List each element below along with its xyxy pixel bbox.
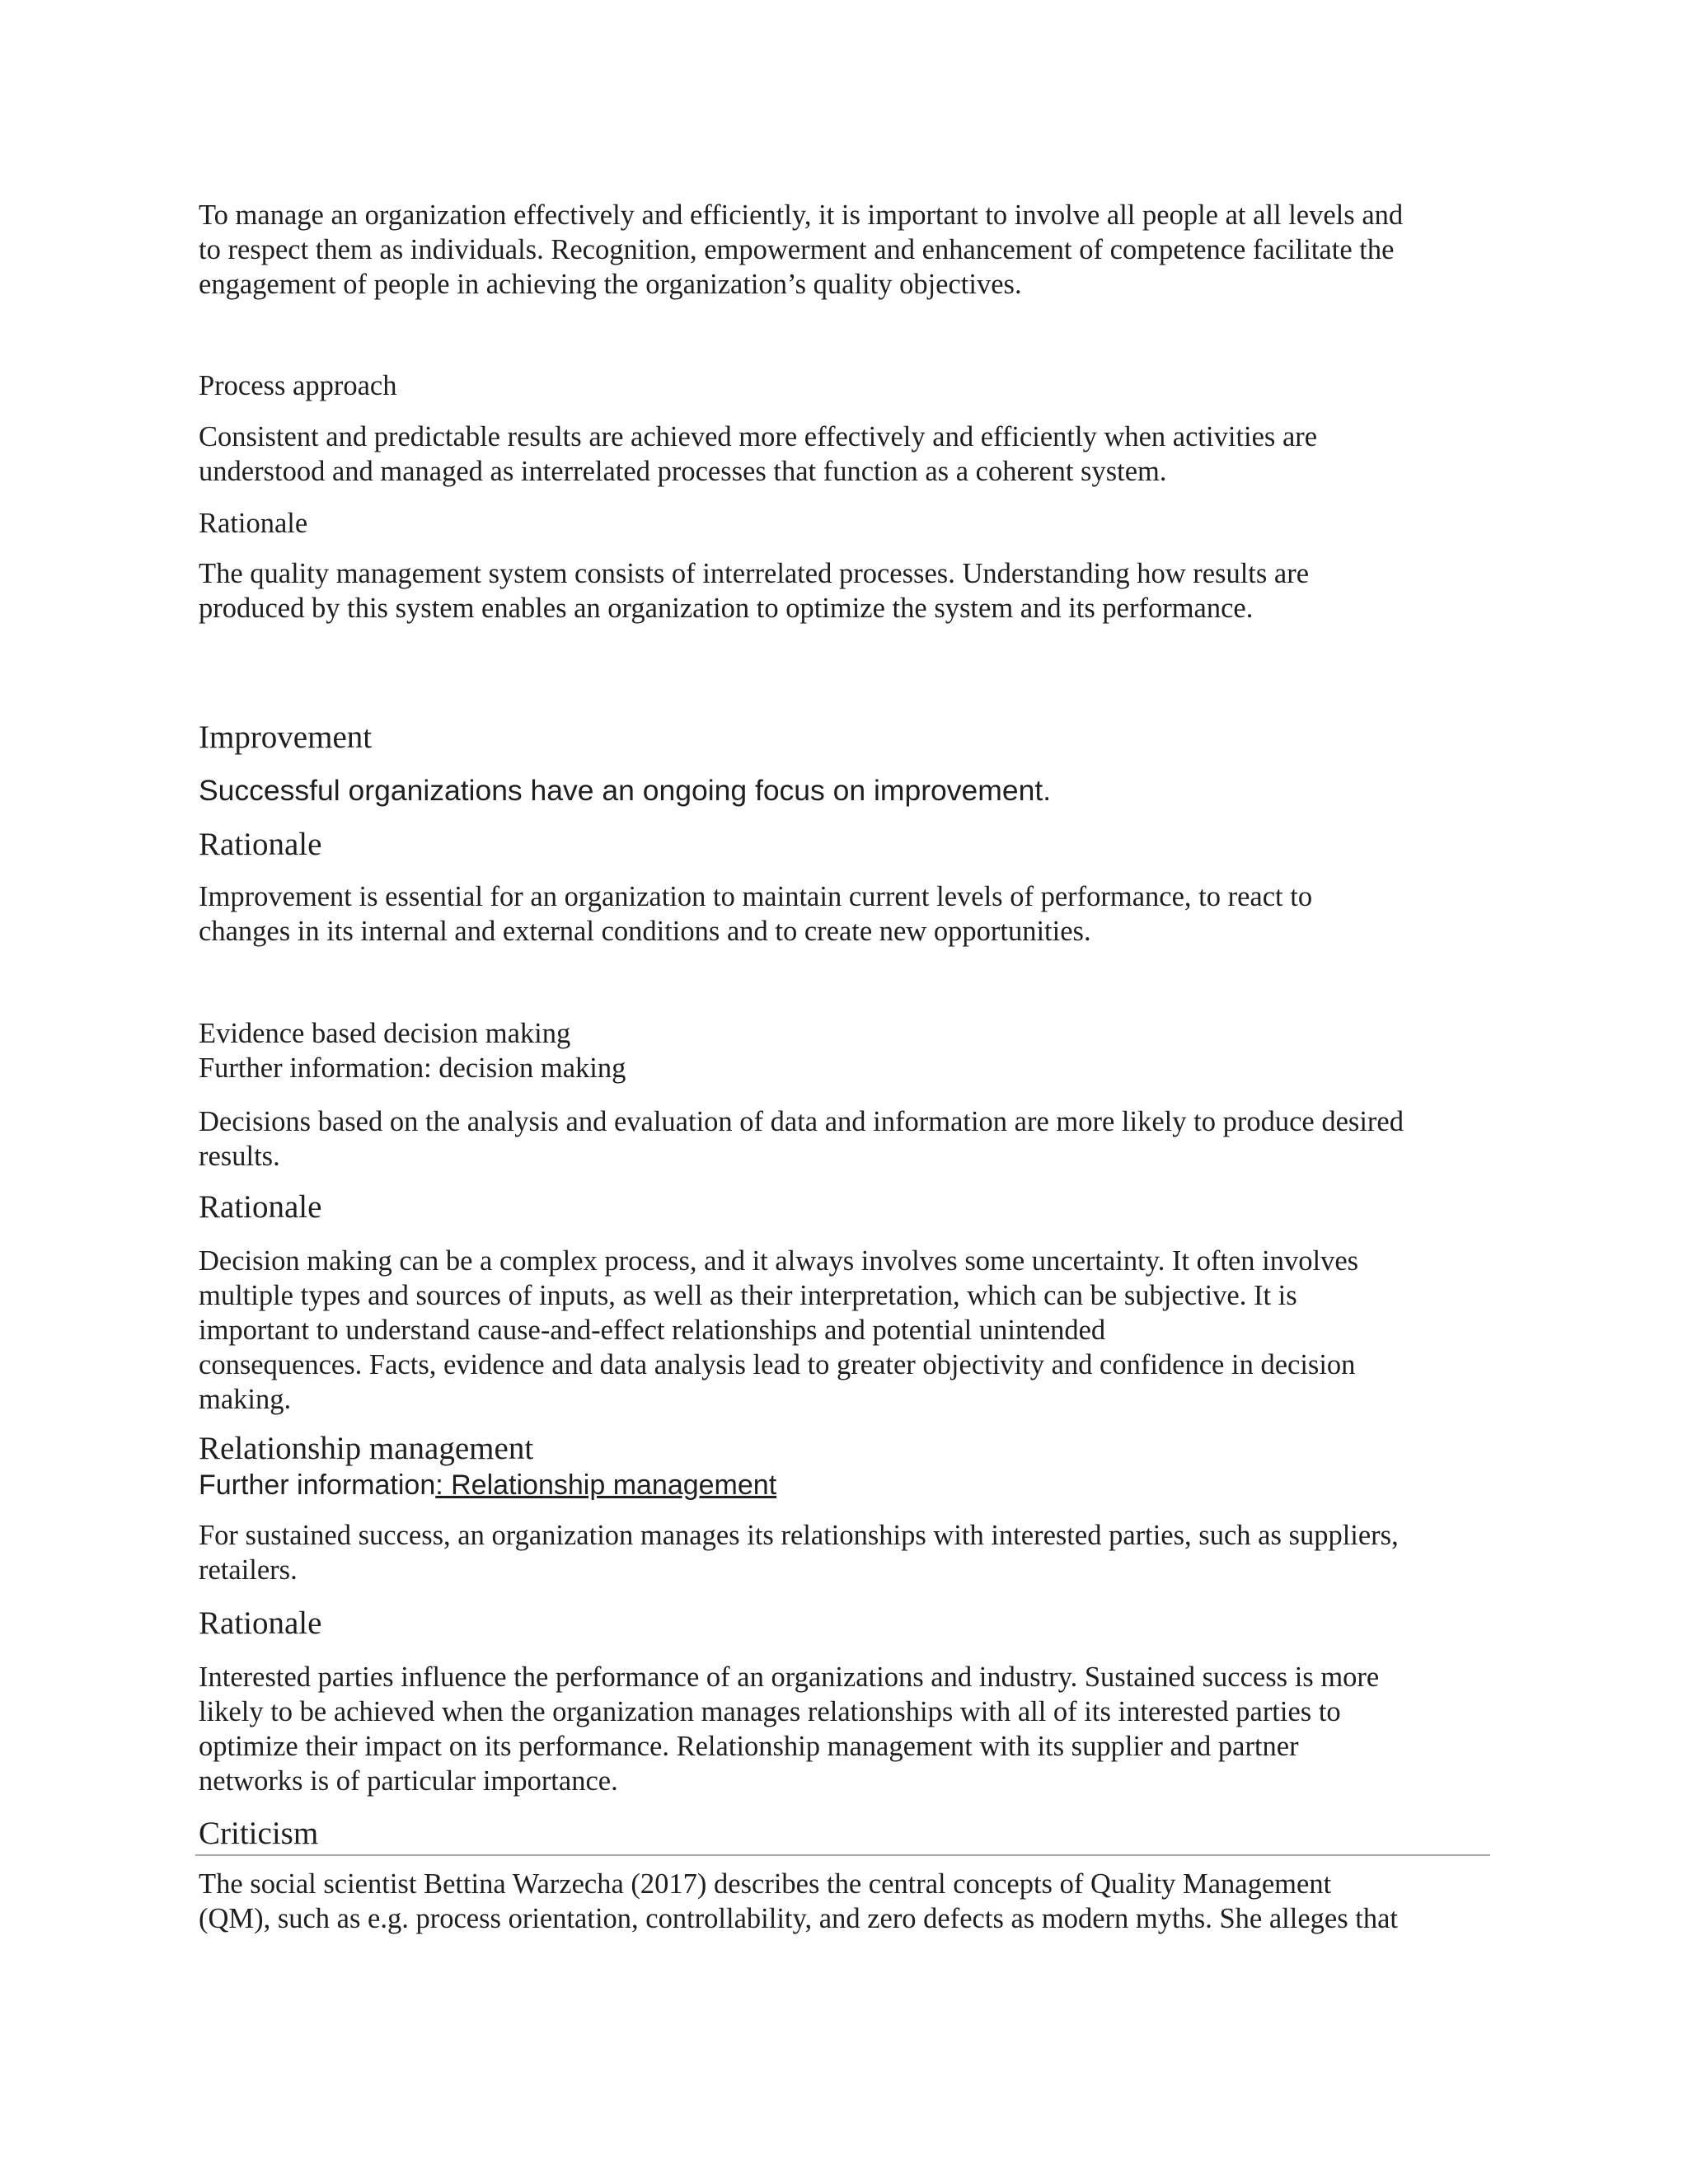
text-line: Decision making can be a complex process, and it always involves some uncertainty. It often involves	[199, 1245, 1359, 1277]
text-line: Interested parties influence the performance of an organizations and industry. Sustained success is more	[199, 1661, 1380, 1693]
text-line: Decisions based on the analysis and evaluation of data and information are more likely to produce desired	[199, 1106, 1404, 1137]
text-line: The social scientist Bettina Warzecha (2017) describes the central concepts of Quality Management	[199, 1868, 1332, 1900]
relationship-further-info	[199, 1469, 776, 1502]
relationship-heading: Relationship management	[199, 1431, 534, 1466]
process-rationale-label: Rationale	[199, 508, 308, 539]
relationship-management-link[interactable]: : Relationship management	[435, 1469, 777, 1501]
evidence-heading: Evidence based decision making	[199, 1018, 571, 1049]
text-line: optimize their impact on its performance. Relationship management with its supplier and partner	[199, 1731, 1299, 1762]
intro-paragraph	[199, 198, 1501, 302]
process-rationale-text	[199, 556, 1501, 626]
text-line: networks is of particular importance.	[199, 1765, 618, 1797]
text-line: retailers.	[199, 1554, 298, 1586]
text-line: produced by this system enables an organization to optimize the system and its performance.	[199, 593, 1254, 624]
improvement-statement: Successful organizations have an ongoing focus on improvement.	[199, 774, 1052, 807]
improvement-rationale-text	[199, 879, 1501, 949]
further-info-prefix: Further information	[199, 1469, 436, 1501]
improvement-heading: Improvement	[199, 719, 373, 755]
process-approach-heading: Process approach	[199, 370, 397, 401]
relationship-rationale-text	[199, 1660, 1501, 1798]
text-line: For sustained success, an organization manages its relationships with interested parties, such as suppliers,	[199, 1520, 1399, 1551]
text-line: Consistent and predictable results are achieved more effectively and efficiently when activities are	[199, 421, 1318, 452]
text-line: to respect them as individuals. Recognition, empowerment and enhancement of competence facilitate the	[199, 234, 1395, 265]
text-line: important to understand cause-and-effect relationships and potential unintended	[199, 1315, 1106, 1346]
text-line: To manage an organization effectively and efficiently, it is important to involve all people at all levels and	[199, 199, 1404, 231]
criticism-heading: Criticism	[199, 1816, 319, 1851]
relationship-rationale-label: Rationale	[199, 1605, 322, 1641]
relationship-statement	[199, 1518, 1501, 1587]
text-line: consequences. Facts, evidence and data analysis lead to greater objectivity and confidence in decision	[199, 1349, 1356, 1380]
text-line: Improvement is essential for an organization to maintain current levels of performance, to react to	[199, 881, 1313, 912]
text-line: The quality management system consists of interrelated processes. Understanding how results are	[199, 558, 1310, 589]
text-line: understood and managed as interrelated processes that function as a coherent system.	[199, 456, 1167, 487]
evidence-rationale-label: Rationale	[199, 1189, 322, 1225]
evidence-rationale-text	[199, 1244, 1501, 1417]
evidence-further-info: Further information: decision making	[199, 1052, 626, 1084]
process-approach-statement	[199, 419, 1501, 489]
text-line: likely to be achieved when the organization manages relationships with all of its interested parties to	[199, 1696, 1341, 1727]
section-divider	[195, 1854, 1490, 1856]
text-line: making.	[199, 1384, 292, 1415]
text-line: multiple types and sources of inputs, as well as their interpretation, which can be subjective. It is	[199, 1280, 1297, 1311]
text-line: changes in its internal and external conditions and to create new opportunities.	[199, 916, 1091, 947]
text-line: engagement of people in achieving the organization’s quality objectives.	[199, 269, 1022, 300]
improvement-rationale-label: Rationale	[199, 827, 322, 862]
text-line: (QM), such as e.g. process orientation, controllability, and zero defects as modern myths. She alleges that	[199, 1903, 1398, 1934]
evidence-statement	[199, 1104, 1501, 1174]
criticism-paragraph	[199, 1867, 1501, 1936]
evidence-heading-block	[199, 1016, 1501, 1085]
text-line: results.	[199, 1141, 280, 1172]
